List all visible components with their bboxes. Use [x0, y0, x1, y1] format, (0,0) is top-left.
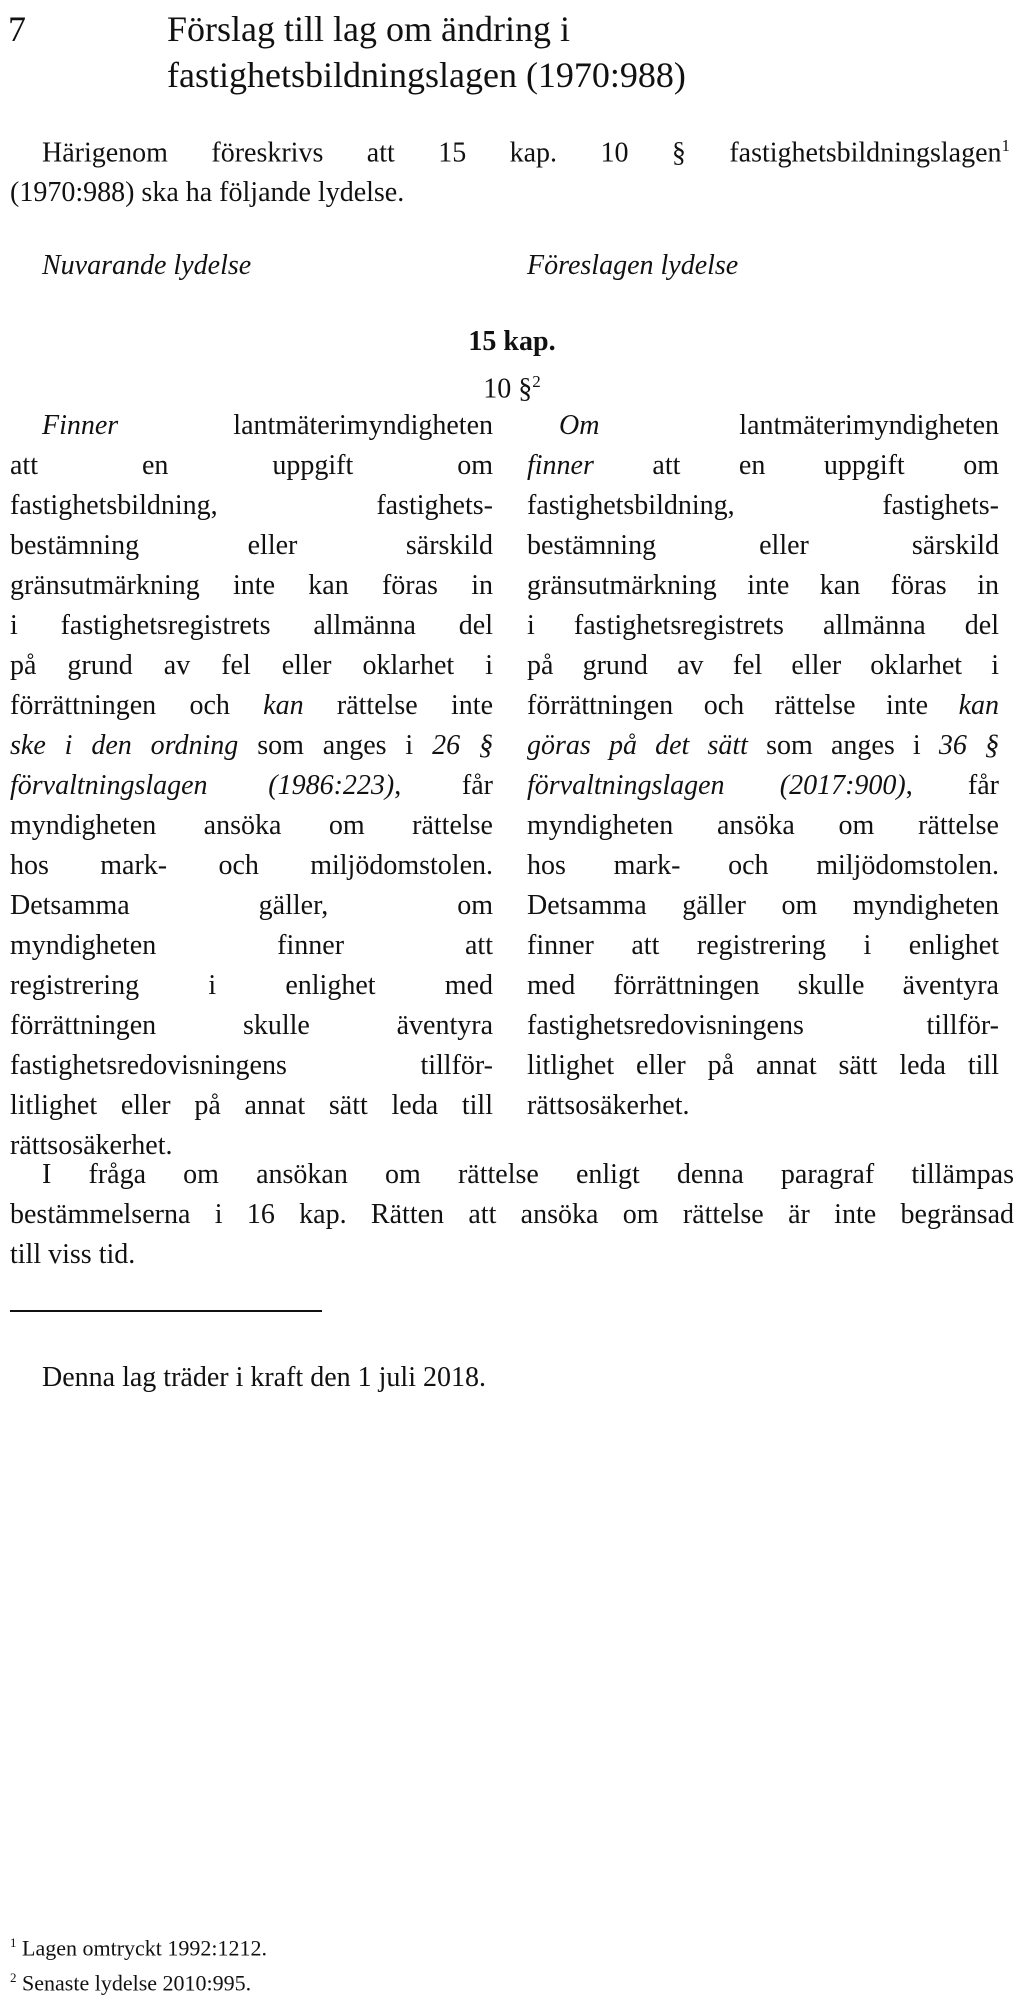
proposed-line: i fastighetsregistrets allmänna del [527, 610, 999, 641]
current-line: fastighetsbildning, fastighets- [10, 490, 493, 521]
proposed-line: litlighet eller på annat sätt leda till [527, 1050, 999, 1081]
current-line: på grund av fel eller oklarhet i [10, 650, 493, 681]
proposed-line: med förrättningen skulle äventyra [527, 970, 999, 1001]
proposed-line: fastighetsredovisningens tillför- [527, 1010, 999, 1041]
current-version-heading: Nuvarande lydelse [42, 250, 252, 281]
title-line-1: Förslag till lag om ändring i [167, 9, 570, 49]
current-text-column [10, 406, 493, 1166]
proposed-line: myndigheten ansöka om rättelse [527, 810, 999, 841]
current-line: myndigheten finner att [10, 930, 493, 961]
proposed-line: rättsosäkerhet. [527, 1090, 690, 1121]
current-line: bestämning eller särskild [10, 530, 493, 561]
proposed-line: Om lantmäterimyndigheten [559, 410, 999, 441]
intro-line-2: (1970:988) ska ha följande lydelse. [10, 177, 405, 209]
current-line: fastighetsredovisningens tillför- [10, 1050, 493, 1081]
footnote-2: $^2$ Senaste lydelse 2010:995. [10, 1970, 252, 1996]
current-line: myndigheten ansöka om rättelse [10, 810, 493, 841]
current-line: Finner lantmäterimyndigheten [42, 410, 493, 441]
proposed-line: finner att registrering i enlighet [527, 930, 999, 961]
paragraph-heading [0, 364, 1024, 407]
proposed-line: göras på det sätt som anges i 36 § [527, 730, 999, 761]
chapter-number: 7 [8, 9, 26, 49]
current-line: förrättningen och kan rättelse inte [10, 690, 494, 721]
paragraph-number: 10 § [483, 373, 533, 405]
chapter-heading: 15 kap. [468, 326, 556, 357]
footnote-1: $^1$ Lagen omtryckt 1992:1212. [10, 1935, 268, 1961]
title-line-2: fastighetsbildningslagen (1970:988) [167, 55, 686, 95]
effective-date: Denna lag träder i kraft den 1 juli 2018. [42, 1362, 486, 1393]
current-line: ske i den ordning som anges i 26 § [10, 730, 493, 761]
footnote-ref-2: 2 [532, 372, 541, 391]
proposed-line: bestämning eller särskild [527, 530, 999, 561]
proposed-line: hos mark- och miljödomstolen. [527, 850, 999, 881]
closing-line: bestämmelserna i 16 kap. Rätten att ansöka om rättelse är inte begränsad [10, 1199, 1014, 1230]
footnote-separator [10, 1310, 322, 1312]
closing-line: till viss tid. [10, 1239, 136, 1270]
closing-paragraph [10, 1155, 1014, 1275]
footnotes [10, 1928, 267, 1999]
proposed-version-heading: Föreslagen lydelse [527, 250, 739, 281]
current-line: gränsutmärkning inte kan föras in [10, 570, 493, 601]
proposed-line: förrättningen och rättelse inte kan [527, 690, 999, 721]
current-line: förvaltningslagen (1986:223), får [10, 770, 493, 801]
current-line: förrättningen skulle äventyra [10, 1010, 493, 1041]
current-line: rättsosäkerhet. [10, 1130, 173, 1161]
current-line: litlighet eller på annat sätt leda till [10, 1090, 493, 1121]
current-line: i fastighetsregistrets allmänna del [10, 610, 493, 641]
proposed-text-column [527, 406, 999, 1126]
current-line: Detsamma gäller, om [10, 890, 493, 921]
proposed-line: finner att en uppgift om [527, 450, 999, 481]
intro-line-1: Härigenom föreskrivs att 15 kap. 10 § fastighetsbildningslagen [42, 137, 1002, 169]
proposed-line: fastighetsbildning, fastighets- [527, 490, 999, 521]
proposed-line: Detsamma gäller om myndigheten [527, 890, 999, 921]
footnote-ref-1: 1 [1001, 136, 1010, 155]
closing-line: I fråga om ansökan om rättelse enligt denna paragraf tillämpas [42, 1159, 1014, 1190]
current-line: registrering i enlighet med [10, 970, 493, 1001]
current-line: hos mark- och miljödomstolen. [10, 850, 493, 881]
current-line: att en uppgift om [10, 450, 493, 481]
intro-paragraph [10, 126, 1010, 213]
proposed-line: gränsutmärkning inte kan föras in [527, 570, 999, 601]
proposed-line: på grund av fel eller oklarhet i [527, 650, 999, 681]
page-title [167, 6, 987, 98]
proposed-line: förvaltningslagen (2017:900), får [527, 770, 999, 801]
